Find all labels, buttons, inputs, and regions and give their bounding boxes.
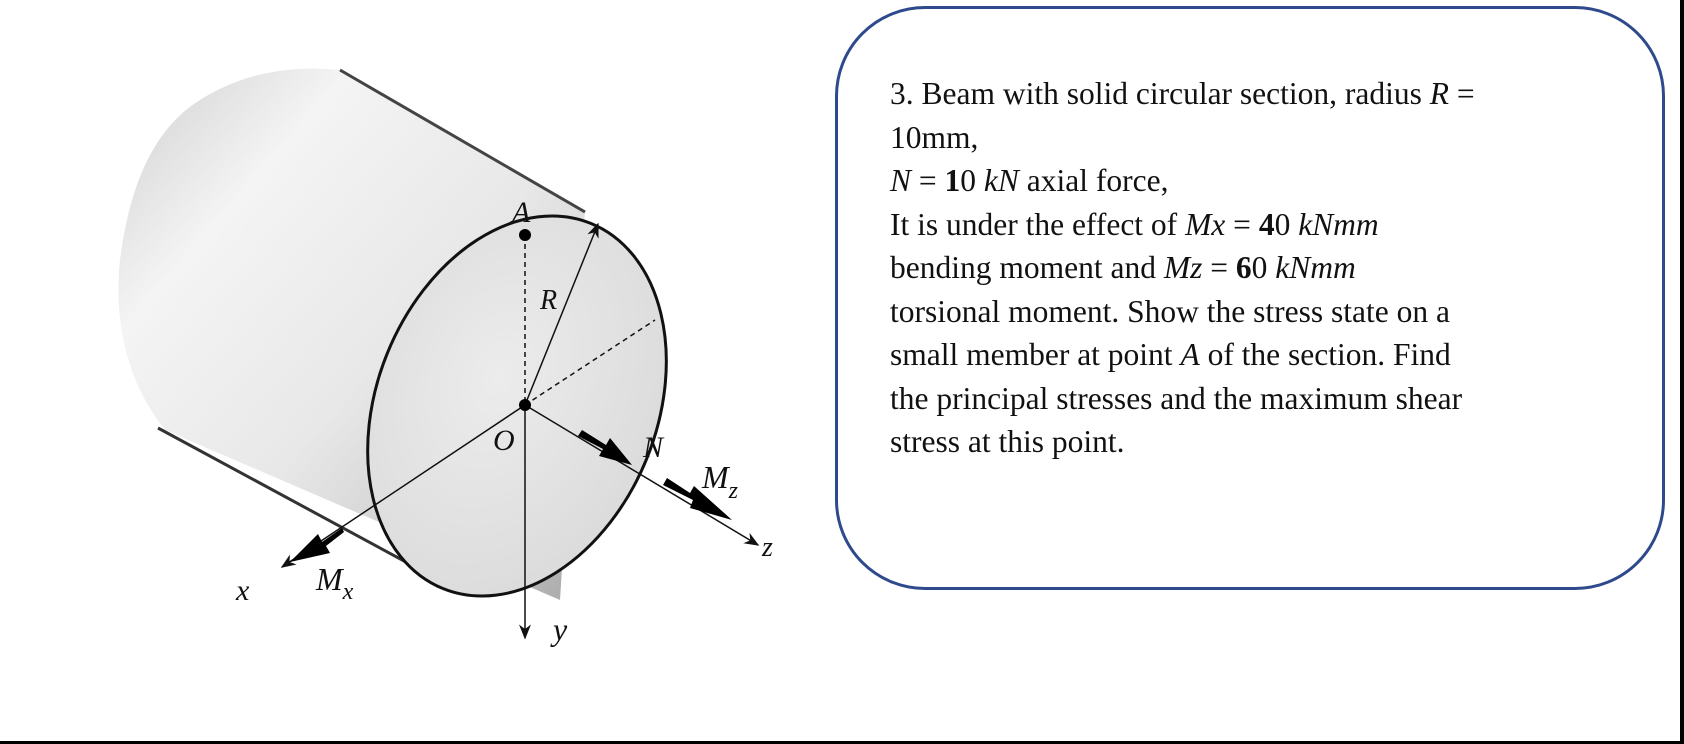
axial-force-digit: 1 — [944, 163, 961, 198]
problem-line-3 — [890, 159, 1630, 203]
axial-force-variable: N — [890, 163, 912, 198]
bending-moment-unit: kNmm — [1298, 206, 1379, 242]
problem-line-9 — [890, 420, 1630, 464]
problem-line-2 — [890, 116, 1630, 160]
point-a-label: A — [512, 196, 531, 229]
axial-force-unit: kN — [983, 163, 1019, 198]
problem-statement — [890, 72, 1630, 464]
problem-line-4 — [890, 203, 1630, 247]
beam-diagram — [0, 0, 820, 744]
moment-x-arrow — [290, 528, 344, 562]
torsional-moment-unit: kNmm — [1275, 250, 1356, 285]
axial-force-label: N — [643, 431, 664, 464]
moment-z-label — [701, 459, 739, 504]
origin-label: O — [493, 424, 515, 457]
problem-text-segment: = — [1449, 76, 1475, 111]
bending-moment-variable: Mx — [1185, 206, 1226, 242]
z-axis-label: z — [762, 532, 773, 563]
problem-text-segment: bending moment and — [890, 250, 1164, 285]
problem-text-segment: It is under the effect of — [890, 206, 1186, 242]
point-variable: A — [1180, 337, 1200, 372]
moment-x-subscript: x — [342, 579, 354, 605]
problem-line-8 — [890, 377, 1630, 421]
problem-text-segment: small member at point — [890, 337, 1181, 372]
problem-text-segment: stress at this point. — [890, 424, 1125, 459]
radius-variable: R — [1429, 76, 1449, 111]
problem-text-segment: 3. Beam with solid circular section, radius — [890, 76, 1430, 111]
point-a-marker — [519, 229, 531, 241]
axial-force-digit-rest: 0 — [960, 163, 984, 198]
problem-text-segment: axial force, — [1018, 163, 1169, 198]
y-axis-label: y — [553, 611, 568, 647]
bending-moment-digit-rest: 0 — [1274, 206, 1299, 242]
radius-value: 10mm, — [890, 119, 979, 155]
moment-x-label — [315, 561, 354, 605]
problem-text-segment: of the section. Find — [1199, 337, 1451, 372]
x-axis-label: x — [236, 574, 250, 607]
moment-x-main: M — [316, 561, 343, 597]
moment-z-main: M — [702, 459, 729, 495]
problem-line-5 — [890, 246, 1630, 290]
problem-line-1 — [890, 72, 1630, 116]
problem-text-segment: torsional moment. Show the stress state on a — [890, 293, 1450, 329]
equals-sign: = — [1225, 206, 1259, 242]
problem-line-7 — [890, 333, 1630, 377]
torsional-moment-digit-rest: 0 — [1251, 250, 1276, 285]
problem-text-segment: the principal stresses and the maximum shear — [890, 380, 1463, 416]
equals-sign: = — [911, 163, 945, 198]
moment-z-subscript: z — [728, 478, 738, 504]
radius-label: R — [540, 285, 558, 316]
problem-line-6 — [890, 290, 1630, 334]
right-border — [1680, 0, 1684, 744]
bending-moment-digit: 4 — [1258, 206, 1275, 242]
torsional-moment-variable: Mz — [1163, 250, 1203, 285]
torsional-moment-digit: 6 — [1235, 250, 1252, 285]
equals-sign: = — [1202, 250, 1236, 285]
origin-marker — [519, 399, 531, 411]
